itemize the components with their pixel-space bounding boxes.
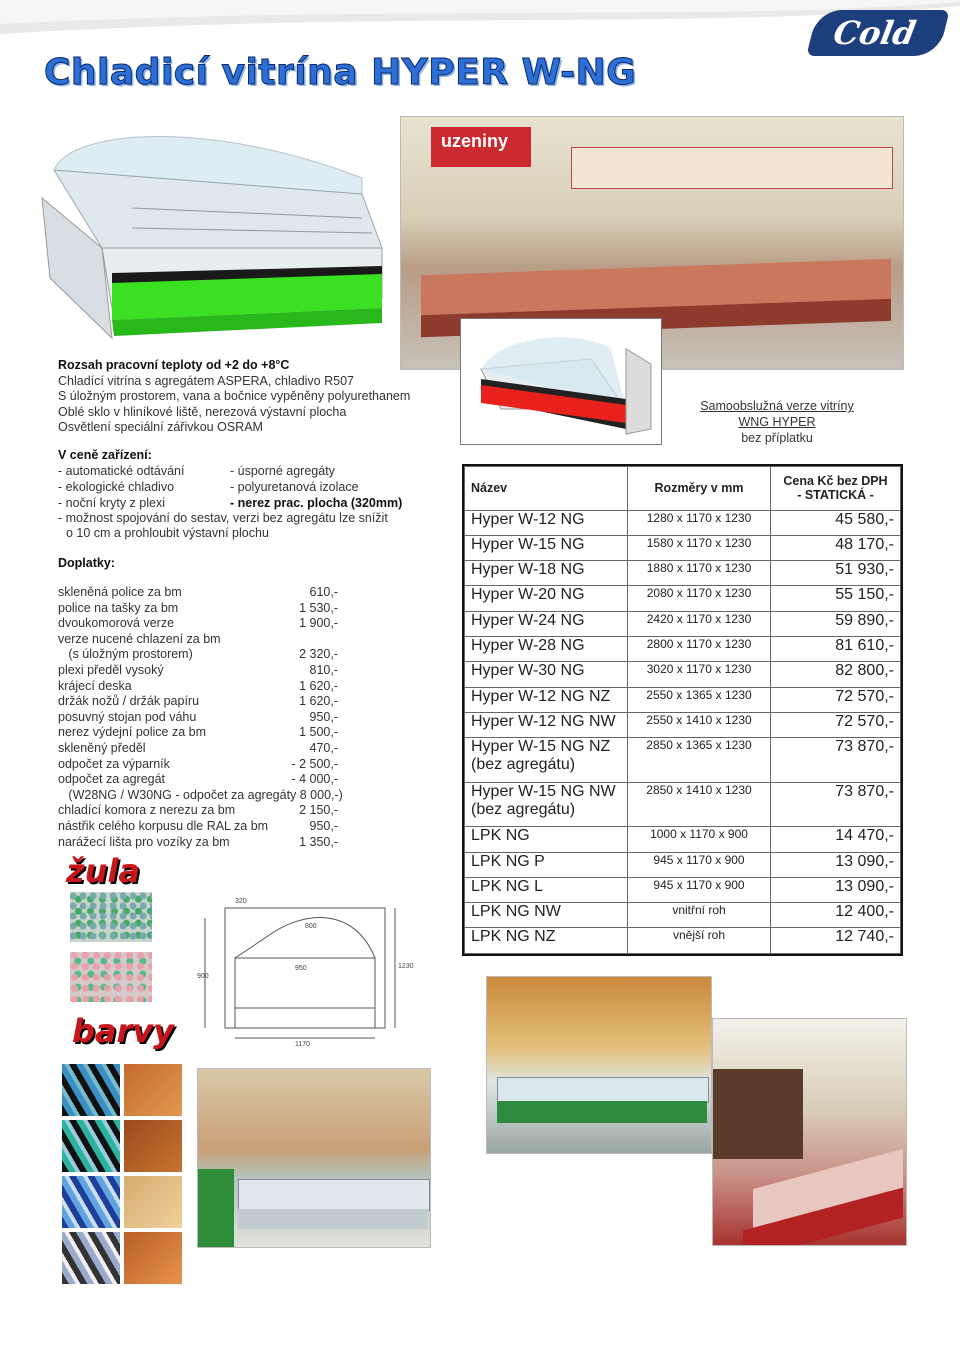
product-price: 48 170,- — [771, 535, 901, 560]
extras-item-price: 1 500,- — [299, 725, 338, 740]
barvy-heading: barvy — [72, 1012, 174, 1050]
extras-item — [58, 803, 358, 819]
extras-item — [58, 616, 358, 632]
product-name: Hyper W-12 NG — [465, 510, 628, 535]
table-row — [465, 535, 901, 560]
extras-item-price: 470,- — [309, 740, 338, 755]
product-name: Hyper W-15 NG NZ (bez agregátu) — [465, 738, 628, 783]
extras-item-label: skleněná police za bm — [58, 585, 182, 599]
extras-item-label: verze nucené chlazení za bm — [58, 631, 221, 646]
extras-item-label: krájecí deska — [58, 678, 132, 693]
product-dimensions: 2550 x 1365 x 1230 — [628, 687, 771, 712]
table-row — [465, 662, 901, 687]
color-swatches — [62, 1064, 182, 1294]
extras-item — [58, 694, 358, 710]
product-name: LPK NG NW — [465, 903, 628, 928]
swatch-wood-3 — [124, 1176, 182, 1228]
product-dimensions: vnitřní roh — [628, 903, 771, 928]
product-name: Hyper W-12 NG NW — [465, 712, 628, 737]
intro-block — [58, 358, 458, 436]
included-extra-1: - možnost spojování do sestav, verzi bez agregátu lze snížit — [58, 510, 388, 525]
product-price: 12 400,- — [771, 903, 901, 928]
product-dimensions: 945 x 1170 x 900 — [628, 852, 771, 877]
extras-item — [58, 710, 358, 726]
product-dimensions: 945 x 1170 x 900 — [628, 877, 771, 902]
extras-item-label: nerez výdejní police za bm — [58, 725, 206, 740]
product-price: 59 890,- — [771, 611, 901, 636]
table-row — [465, 510, 901, 535]
extras-item-label: plexi předěl vysoký — [58, 662, 164, 677]
product-name: Hyper W-28 NG — [465, 637, 628, 662]
table-row — [465, 586, 901, 611]
product-dimensions: 2850 x 1365 x 1230 — [628, 738, 771, 783]
store-photo-green-counter — [486, 976, 712, 1154]
included-heading: V ceně zařízení: — [58, 448, 152, 462]
table-row — [465, 903, 901, 928]
extras-item — [58, 632, 358, 648]
product-dimensions: 1000 x 1170 x 900 — [628, 827, 771, 852]
extras-item-price: 610,- — [309, 585, 338, 599]
table-row — [465, 712, 901, 737]
product-dimensions: 3020 x 1170 x 1230 — [628, 662, 771, 687]
product-price: 81 610,- — [771, 637, 901, 662]
extras-item-label: (W28NG / W30NG - odpočet za agregáty 8 000,-) — [58, 787, 343, 802]
product-name: Hyper W-15 NG — [465, 535, 628, 560]
extras-item — [58, 663, 358, 679]
product-dimensions: vnější roh — [628, 928, 771, 954]
table-row — [465, 782, 901, 827]
swatch-wood-1 — [124, 1064, 182, 1116]
extras-item-label: posuvný stojan pod váhu — [58, 709, 197, 724]
swatch-wood-4 — [124, 1232, 182, 1284]
extras-list — [58, 585, 358, 850]
extras-item — [58, 819, 358, 835]
extras-item-price: 1 350,- — [299, 834, 338, 849]
included-right-1: - úsporné agregáty — [230, 463, 335, 478]
intro-line: S úložným prostorem, vana a bočnice vypěněny polyurethanem — [58, 389, 411, 404]
product-name: LPK NG L — [465, 877, 628, 902]
extras-item — [58, 788, 358, 804]
intro-line: Osvětlení speciální zářivkou OSRAM — [58, 420, 263, 435]
extras-item-label: dvoukomorová verze — [58, 616, 175, 631]
extras-item-price: 950,- — [309, 818, 338, 833]
table-row — [465, 877, 901, 902]
included-right-2: - polyuretanová izolace — [230, 479, 359, 494]
col-header-dims: Rozměry v mm — [628, 467, 771, 511]
extras-item — [58, 679, 358, 695]
granite-swatch-green — [70, 892, 152, 942]
table-row — [465, 738, 901, 783]
extras-item-price: - 4 000,- — [291, 772, 338, 787]
extras-item-price: 1 900,- — [299, 616, 338, 631]
product-dimensions: 2550 x 1410 x 1230 — [628, 712, 771, 737]
logo-text: Cold — [830, 14, 919, 52]
swatch-teal-stripes — [62, 1120, 120, 1172]
product-name: LPK NG P — [465, 852, 628, 877]
intro-heading: Rozsah pracovní teploty od +2 do +8°C — [58, 358, 290, 372]
col-header-price-1: Cena Kč bez DPH — [783, 474, 888, 489]
extras-item — [58, 772, 358, 788]
product-name: Hyper W-12 NG NZ — [465, 687, 628, 712]
dim-label-4: 1170 — [295, 1041, 311, 1048]
included-block — [58, 448, 458, 542]
product-dimensions: 2080 x 1170 x 1230 — [628, 586, 771, 611]
dim-label-3: 950 — [295, 965, 307, 972]
extras-item-price: 950,- — [309, 709, 338, 724]
swatch-navy-stripes — [62, 1176, 120, 1228]
extras-item — [58, 757, 358, 773]
caption-line-2: WNG HYPER — [738, 415, 816, 429]
extras-item-price: 1 530,- — [299, 600, 338, 615]
technical-drawing — [195, 888, 415, 1048]
product-price: 45 580,- — [771, 510, 901, 535]
included-right-3: - nerez prac. plocha (320mm) — [230, 495, 403, 510]
product-price: 73 870,- — [771, 782, 901, 827]
zula-heading: žula — [66, 852, 140, 890]
intro-line: Oblé sklo v hliníkové liště, nerezová výstavní plocha — [58, 404, 347, 419]
product-price: 13 090,- — [771, 877, 901, 902]
swatch-blue-stripes — [62, 1064, 120, 1116]
extras-item — [58, 647, 358, 663]
product-name: Hyper W-30 NG — [465, 662, 628, 687]
granite-swatch-pink — [70, 952, 152, 1002]
extras-item-label: narážecí lišta pro vozíky za bm — [58, 834, 230, 849]
table-row — [465, 827, 901, 852]
caption-line-1: Samoobslužná verze vitríny — [700, 399, 854, 413]
product-dimensions: 1880 x 1170 x 1230 — [628, 561, 771, 586]
product-price: 13 090,- — [771, 852, 901, 877]
col-header-price-2: - STATICKÁ - — [797, 488, 874, 503]
product-price: 12 740,- — [771, 928, 901, 954]
product-price: 82 800,- — [771, 662, 901, 687]
product-price: 72 570,- — [771, 687, 901, 712]
product-name: Hyper W-15 NG NW (bez agregátu) — [465, 782, 628, 827]
caption-line-3: bez příplatku — [741, 431, 813, 445]
product-name: Hyper W-20 NG — [465, 586, 628, 611]
extras-item-label: police na tašky za bm — [58, 600, 179, 615]
extras-item-label: chladící komora z nerezu za bm — [58, 803, 236, 818]
store-photo-bakery — [197, 1068, 431, 1248]
extras-item-label: nástřik celého korpusu dle RAL za bm — [58, 818, 269, 833]
extras-item-price: 1 620,- — [299, 694, 338, 709]
product-price: 51 930,- — [771, 561, 901, 586]
extras-item — [58, 601, 358, 617]
table-row — [465, 687, 901, 712]
included-left-2: - ekologické chladivo — [58, 479, 175, 494]
extras-item-price: 2 320,- — [299, 647, 338, 662]
extras-item-price: 810,- — [309, 662, 338, 677]
product-name: Hyper W-24 NG — [465, 611, 628, 636]
product-price: 72 570,- — [771, 712, 901, 737]
store-sign: uzeniny — [431, 127, 531, 167]
product-image-red-case — [460, 318, 662, 445]
extras-heading: Doplatky: — [58, 556, 115, 570]
extras-item — [58, 835, 358, 851]
table-row — [465, 611, 901, 636]
product-dimensions: 2850 x 1410 x 1230 — [628, 782, 771, 827]
col-header-name: Název — [465, 467, 628, 511]
product-name: Hyper W-18 NG — [465, 561, 628, 586]
included-left-1: - automatické odtávání — [58, 463, 185, 478]
product-dimensions: 2800 x 1170 x 1230 — [628, 637, 771, 662]
dim-label-1: 320 — [235, 898, 247, 905]
product-price: 73 870,- — [771, 738, 901, 783]
product-price: 14 470,- — [771, 827, 901, 852]
extras-item-label: skleněný předěl — [58, 740, 146, 755]
product-price: 55 150,- — [771, 586, 901, 611]
product-name: LPK NG — [465, 827, 628, 852]
included-left-3: - noční kryty z plexi — [58, 495, 165, 510]
table-row — [465, 928, 901, 954]
swatch-grey-stripes — [62, 1232, 120, 1284]
product-dimensions: 1280 x 1170 x 1230 — [628, 510, 771, 535]
product-dimensions: 2420 x 1170 x 1230 — [628, 611, 771, 636]
dim-label-6: 1230 — [398, 963, 414, 970]
extras-item-label: (s úložným prostorem) — [58, 647, 193, 662]
extras-item — [58, 585, 358, 601]
included-extra-2: o 10 cm a prohloubit výstavní plochu — [66, 526, 269, 541]
cold-logo — [806, 10, 949, 56]
extras-item — [58, 741, 358, 757]
extras-item-price: 1 620,- — [299, 678, 338, 693]
product-name: LPK NG NZ — [465, 928, 628, 954]
store-photo-meat-counter — [712, 1018, 907, 1246]
extras-item-price: - 2 500,- — [291, 756, 338, 771]
intro-line: Chladící vitrína s agregátem ASPERA, chladivo R507 — [58, 373, 354, 388]
page-title: Chladicí vitrína HYPER W-NG — [44, 52, 637, 93]
dim-label-5: 900 — [197, 973, 209, 980]
extras-item-price: 2 150,- — [299, 803, 338, 818]
col-header-price — [771, 467, 901, 511]
table-row — [465, 637, 901, 662]
product-image-green-case — [32, 108, 394, 348]
table-row — [465, 561, 901, 586]
swatch-wood-2 — [124, 1120, 182, 1172]
extras-item — [58, 725, 358, 741]
self-service-caption — [672, 398, 882, 446]
table-row — [465, 852, 901, 877]
extras-item-label: odpočet za výparník — [58, 756, 170, 771]
extras-item-label: držák nožů / držák papíru — [58, 694, 200, 709]
dim-label-2: 800 — [305, 923, 317, 930]
price-table — [462, 464, 903, 956]
product-dimensions: 1580 x 1170 x 1230 — [628, 535, 771, 560]
extras-item-label: odpočet za agregát — [58, 772, 166, 787]
